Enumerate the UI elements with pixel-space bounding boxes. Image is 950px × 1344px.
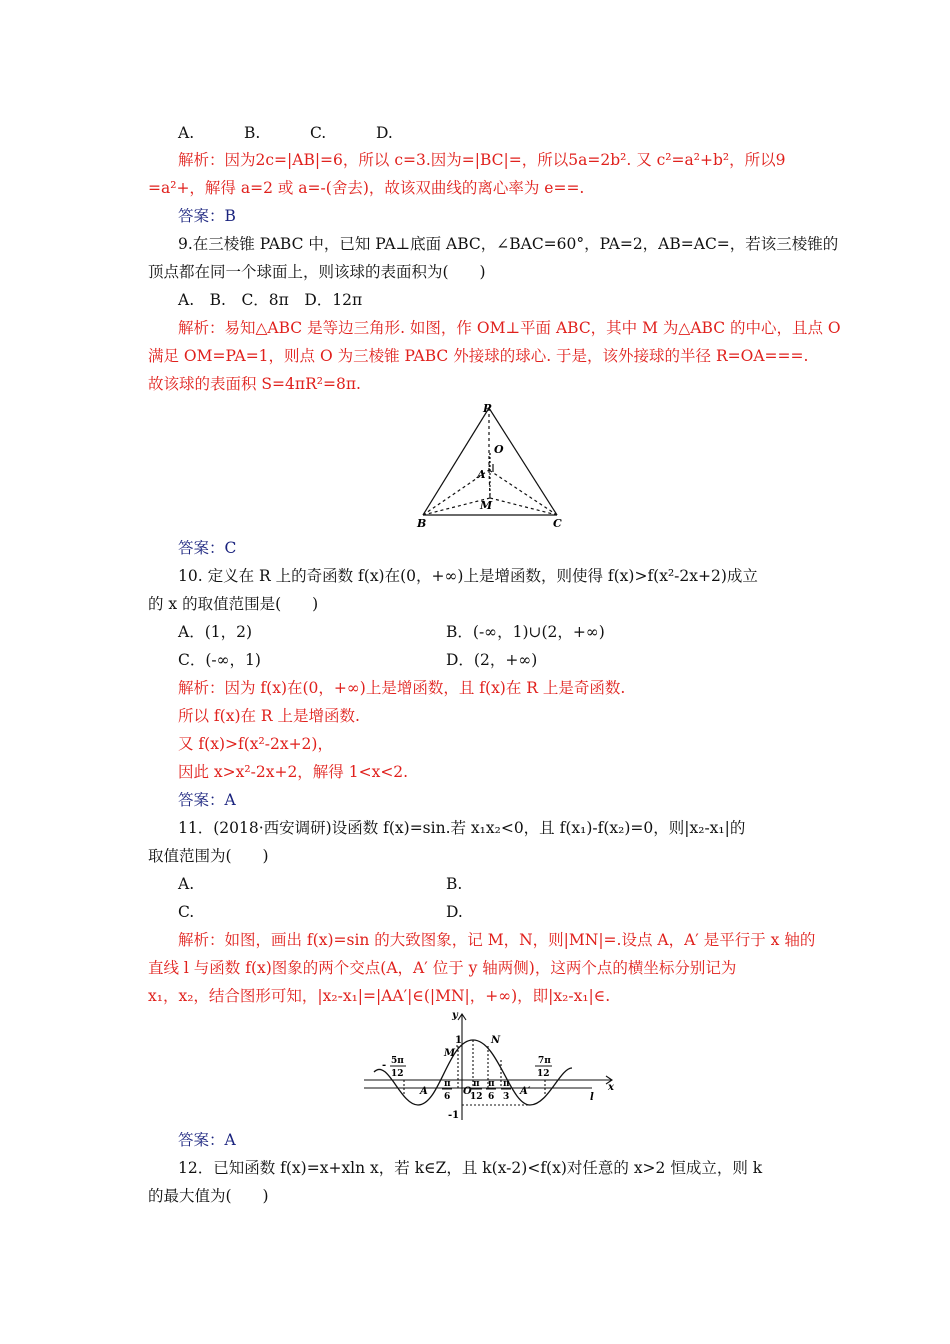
label-p: P [483,402,492,415]
q10-option-d: D．(2，+∞) [446,651,538,669]
pyramid-figure [410,398,580,533]
q11-option-b: B. [446,875,463,893]
label-neg-one: -1 [448,1110,460,1121]
q11-stem-line2: 取值范围为( ) [148,847,269,865]
q10-analysis-line1: 解析：因为 f(x)在(0，+∞)上是增函数，且 f(x)在 R 上是奇函数. [178,679,626,697]
q11-option-a: A. [178,875,195,893]
q9-stem-line1: 9.在三棱锥 PABC 中，已知 PA⊥底面 ABC，∠BAC=60°，PA=2，AB=AC=，若该三棱锥的 [178,235,839,253]
label-a: A [477,468,486,481]
q11-answer: 答案：A [178,1131,236,1149]
q8-analysis-line1: 解析：因为2c=|AB|=6，所以 c=3.因为=|BC|=，所以5a=2b². 又 c²=a²+b²，所以9 [178,151,786,169]
q8-option-d: D. [376,124,393,142]
q9-options: A. B. C．8π D．12π [178,291,363,309]
q8-option-b: B. [244,124,261,142]
q8-answer: 答案：B [178,207,236,225]
label-l: l [590,1092,594,1103]
q10-analysis-line2: 所以 f(x)在 R 上是增函数. [178,707,360,725]
q8-options [178,123,442,143]
label-pi3-num: π [503,1079,510,1089]
q12-stem-line1: 12．已知函数 f(x)=x+xln x，若 k∈Z，且 k(x-2)<f(x)对任意的 x>2 恒成立，则 k [178,1159,763,1177]
label-x: x [608,1082,614,1093]
q11-option-d: D. [446,903,463,921]
q8-option-a: A. [178,124,195,142]
label-pi6-num: π [444,1079,451,1089]
label-m: M [444,1048,456,1059]
label-pi6b-den: 6 [488,1092,495,1102]
q10-analysis-line4: 因此 x>x²-2x+2，解得 1<x<2. [178,763,409,781]
label-o: O [463,1086,472,1097]
label-a: A [420,1086,428,1097]
label-one: 1 [455,1035,462,1046]
q11-stem-line1: 11．(2018·西安调研)设函数 f(x)=sin.若 x₁x₂<0，且 f(x₁)-f(x₂)=0，则|x₂-x₁|的 [178,819,746,837]
q11-analysis-line2: 直线 l 与函数 f(x)图象的两个交点(A，A′ 位于 y 轴两侧)，这两个点的横坐标分别记为 [148,959,737,977]
label-pi12-num: π [473,1079,480,1089]
label-y: y [452,1010,458,1021]
q9-stem-line2: 顶点都在同一个球面上，则该球的表面积为( ) [148,263,486,281]
q11-analysis-line3: x₁，x₂，结合图形可知，|x₂-x₁|=|AA′|∈(|MN|，+∞)，即|x₂-x₁|∈. [148,987,611,1005]
label-7pi-den: 12 [537,1069,550,1079]
label-pi6-den: 6 [444,1092,451,1102]
q9-analysis-line1: 解析：易知△ABC 是等边三角形. 如图，作 OM⊥平面 ABC，其中 M 为△ABC 的中心，且点 O [178,319,841,337]
sine-figure [360,1010,620,1125]
label-o: O [494,443,504,456]
q9-answer: 答案：C [178,539,237,557]
q10-stem-line1: 10. 定义在 R 上的奇函数 f(x)在(0，+∞)上是增函数，则使得 f(x)>f(x²-2x+2)成立 [178,567,758,585]
label-b: B [417,517,427,530]
label-pi12-den: 12 [470,1092,483,1102]
label-neg-5pi: 5π [391,1056,404,1066]
q12-stem-line2: 的最大值为( ) [148,1187,269,1205]
q9-analysis-line3: 故该球的表面积 S=4πR²=8π. [148,375,361,393]
q11-option-c: C. [178,903,195,921]
q10-option-a: A．(1，2) [178,623,253,641]
q8-option-c: C. [310,124,327,142]
label-pi6b-num: π [488,1079,495,1089]
q10-answer: 答案：A [178,791,236,809]
label-pi3-den: 3 [503,1092,510,1102]
label-n: N [491,1035,501,1046]
q9-analysis-line2: 满足 OM=PA=1，则点 O 为三棱锥 PABC 外接球的球心. 于是，该外接球的半径 R=OA===. [148,347,809,365]
label-m: M [480,499,493,512]
q10-stem-line2: 的 x 的取值范围是( ) [148,595,319,613]
label-neg-sign: - [382,1060,387,1071]
q10-option-b: B．(-∞，1)∪(2，+∞) [446,623,605,641]
label-c: C [553,517,562,530]
q10-option-c: C．(-∞，1) [178,651,261,669]
label-a-prime: A′ [520,1086,531,1097]
label-neg-5pi-den: 12 [391,1069,404,1079]
q11-analysis-line1: 解析：如图，画出 f(x)=sin 的大致图象，记 M，N，则|MN|=.设点 A，A′ 是平行于 x 轴的 [178,931,816,949]
q10-analysis-line3: 又 f(x)>f(x²-2x+2)， [178,735,333,753]
label-7pi: 7π [538,1056,551,1066]
q8-analysis-line2: =a²+，解得 a=2 或 a=-(舍去)，故该双曲线的离心率为 e==. [148,179,585,197]
